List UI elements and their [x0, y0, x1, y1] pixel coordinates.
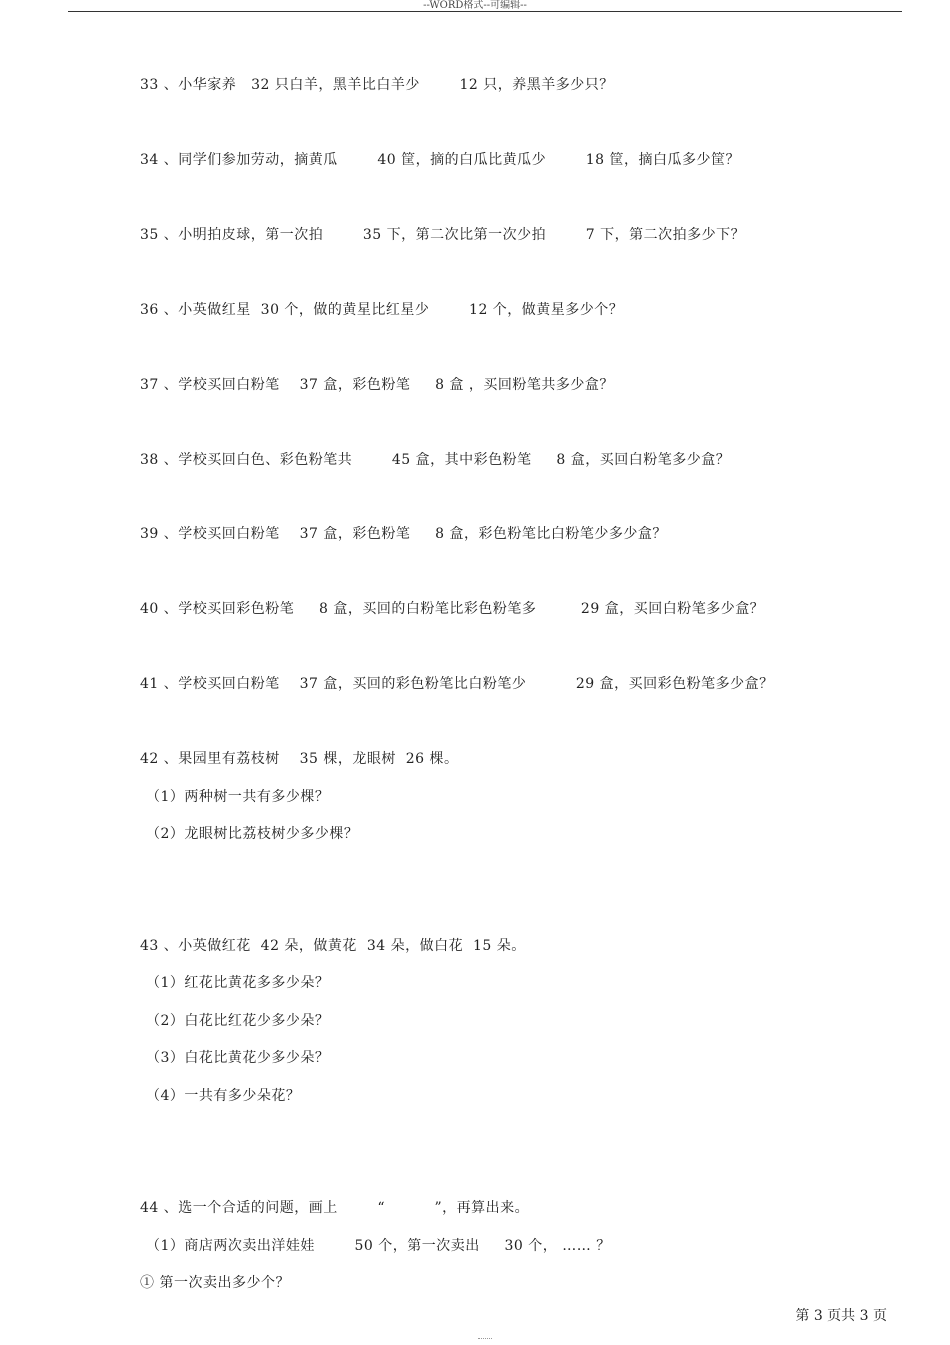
question-38: 38 、学校买回白色、彩色粉笔共 45 盒，其中彩色粉笔 8 盒，买回白粉笔多少盒？	[140, 452, 731, 468]
question-43: 43 、小英做红花 42 朵，做黄花 34 朵，做白花 15 朵。	[140, 938, 526, 954]
question-43-part-3: （3）白花比黄花少多少朵？	[146, 1050, 330, 1066]
question-41: 41 、学校买回白粉笔 37 盒，买回的彩色粉笔比白粉笔少 29 盒，买回彩色粉笔多少盒？	[140, 676, 774, 692]
question-42-part-1: （1）两种树一共有多少棵？	[146, 789, 330, 805]
question-40: 40 、学校买回彩色粉笔 8 盒，买回的白粉笔比彩色粉笔多 29 盒，买回白粉笔多少盒？	[140, 601, 765, 617]
question-43-part-2: （2）白花比红花少多少朵？	[146, 1013, 330, 1029]
question-36: 36 、小英做红星 30 个，做的黄星比红星少 12 个，做黄星多少个？	[140, 302, 624, 318]
page-header-text: --WORD格式--可编辑--	[423, 0, 527, 11]
question-43-part-1: （1）红花比黄花多多少朵？	[146, 975, 330, 991]
question-34: 34 、同学们参加劳动，摘黄瓜 40 筐，摘的白瓜比黄瓜少 18 筐，摘白瓜多少筐？	[140, 152, 740, 168]
page-header	[0, 0, 950, 12]
footer-mark	[478, 1338, 492, 1339]
page-number: 第 3 页共 3 页	[795, 1308, 887, 1324]
question-42: 42 、果园里有荔枝树 35 棵，龙眼树 26 棵。	[140, 751, 459, 767]
question-33: 33 、小华家养 32 只白羊，黑羊比白羊少 12 只，养黑羊多少只？	[140, 77, 614, 93]
question-44-option-1: ① 第一次卖出多少个？	[140, 1275, 290, 1291]
question-43-part-4: （4）一共有多少朵花？	[146, 1088, 301, 1104]
question-39: 39 、学校买回白粉笔 37 盒，彩色粉笔 8 盒，彩色粉笔比白粉笔少多少盒？	[140, 526, 667, 542]
question-37: 37 、学校买回白粉笔 37 盒，彩色粉笔 8 盒 ，买回粉笔共多少盒？	[140, 377, 614, 393]
question-44: 44 、选一个合适的问题，画上 “ ”，再算出来。	[140, 1200, 530, 1216]
question-35: 35 、小明拍皮球，第一次拍 35 下，第二次比第一次少拍 7 下，第二次拍多少下？	[140, 227, 746, 243]
question-44-part-1: （1）商店两次卖出洋娃娃 50 个，第一次卖出 30 个， …… ？	[146, 1238, 611, 1254]
question-42-part-2: （2）龙眼树比荔枝树少多少棵？	[146, 826, 359, 842]
